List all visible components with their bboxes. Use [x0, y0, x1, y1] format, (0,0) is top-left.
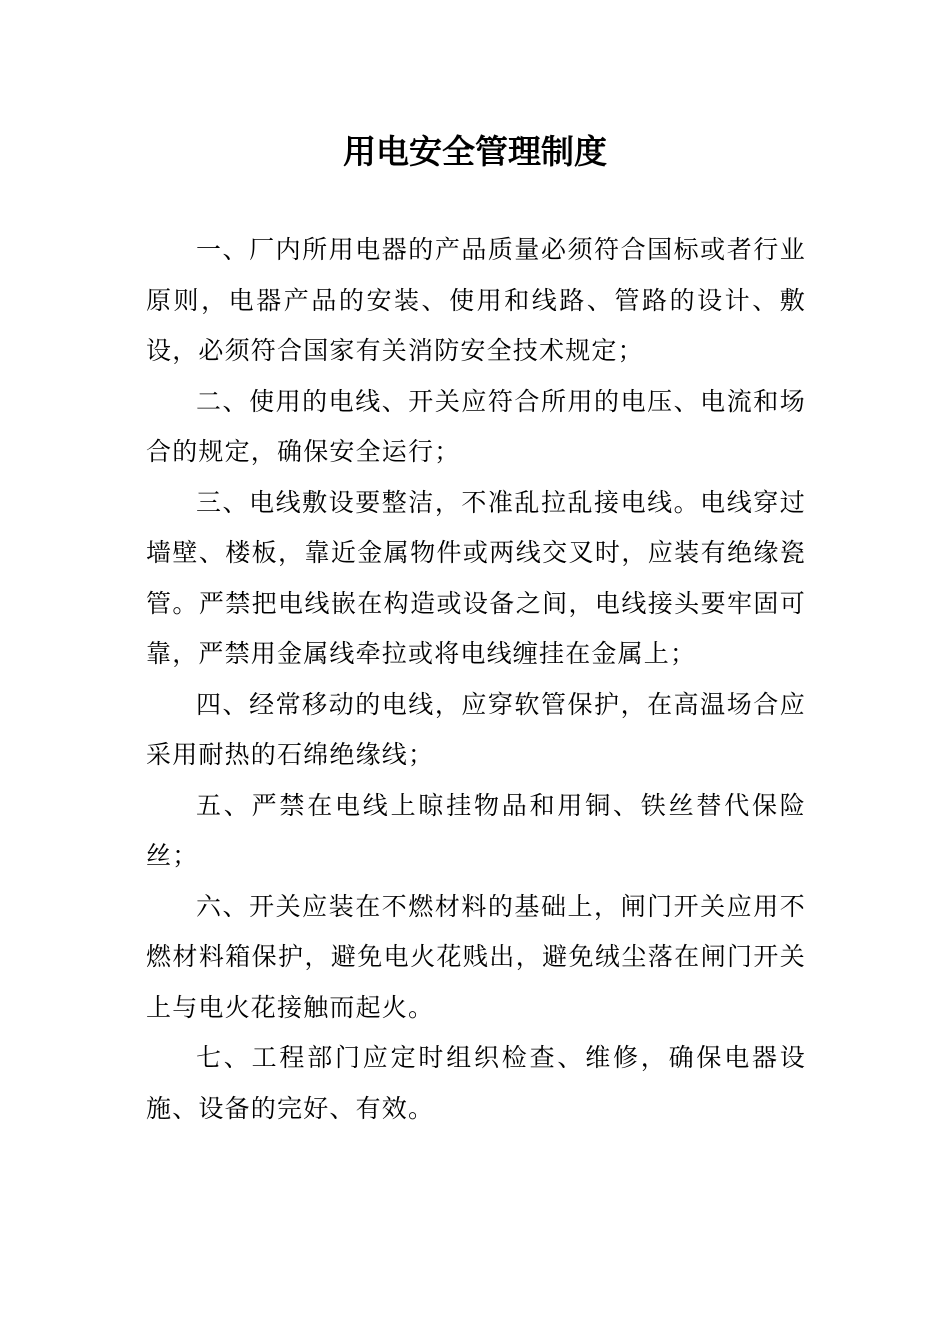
paragraph-6: 六、开关应装在不燃材料的基础上，闸门开关应用不燃材料箱保护，避免电火花贱出，避免绒尘落在闸门开关上与电火花接触而起火。 [146, 891, 806, 1022]
document-body [146, 225, 806, 1134]
document-title: 用电安全管理制度 [343, 132, 607, 171]
paragraph-7: 七、工程部门应定时组织检查、维修，确保电器设施、设备的完好、有效。 [146, 1043, 806, 1123]
paragraph-3: 三、电线敷设要整洁，不准乱拉乱接电线。电线穿过墙壁、楼板，靠近金属物件或两线交叉时，应装有绝缘瓷管。严禁把电线嵌在构造或设备之间，电线接头要牢固可靠，严禁用金属线牵拉或将电线缠挂在金属上； [146, 487, 806, 668]
paragraph-1: 一、厂内所用电器的产品质量必须符合国标或者行业原则，电器产品的安装、使用和线路、管路的设计、敷设，必须符合国家有关消防安全技术规定； [146, 235, 806, 365]
paragraph-2: 二、使用的电线、开关应符合所用的电压、电流和场合的规定，确保安全运行； [146, 386, 806, 466]
paragraph-4: 四、经常移动的电线，应穿软管保护，在高温场合应采用耐热的石绵绝缘线； [146, 689, 806, 769]
paragraph-5: 五、严禁在电线上晾挂物品和用铜、铁丝替代保险丝； [146, 790, 806, 870]
